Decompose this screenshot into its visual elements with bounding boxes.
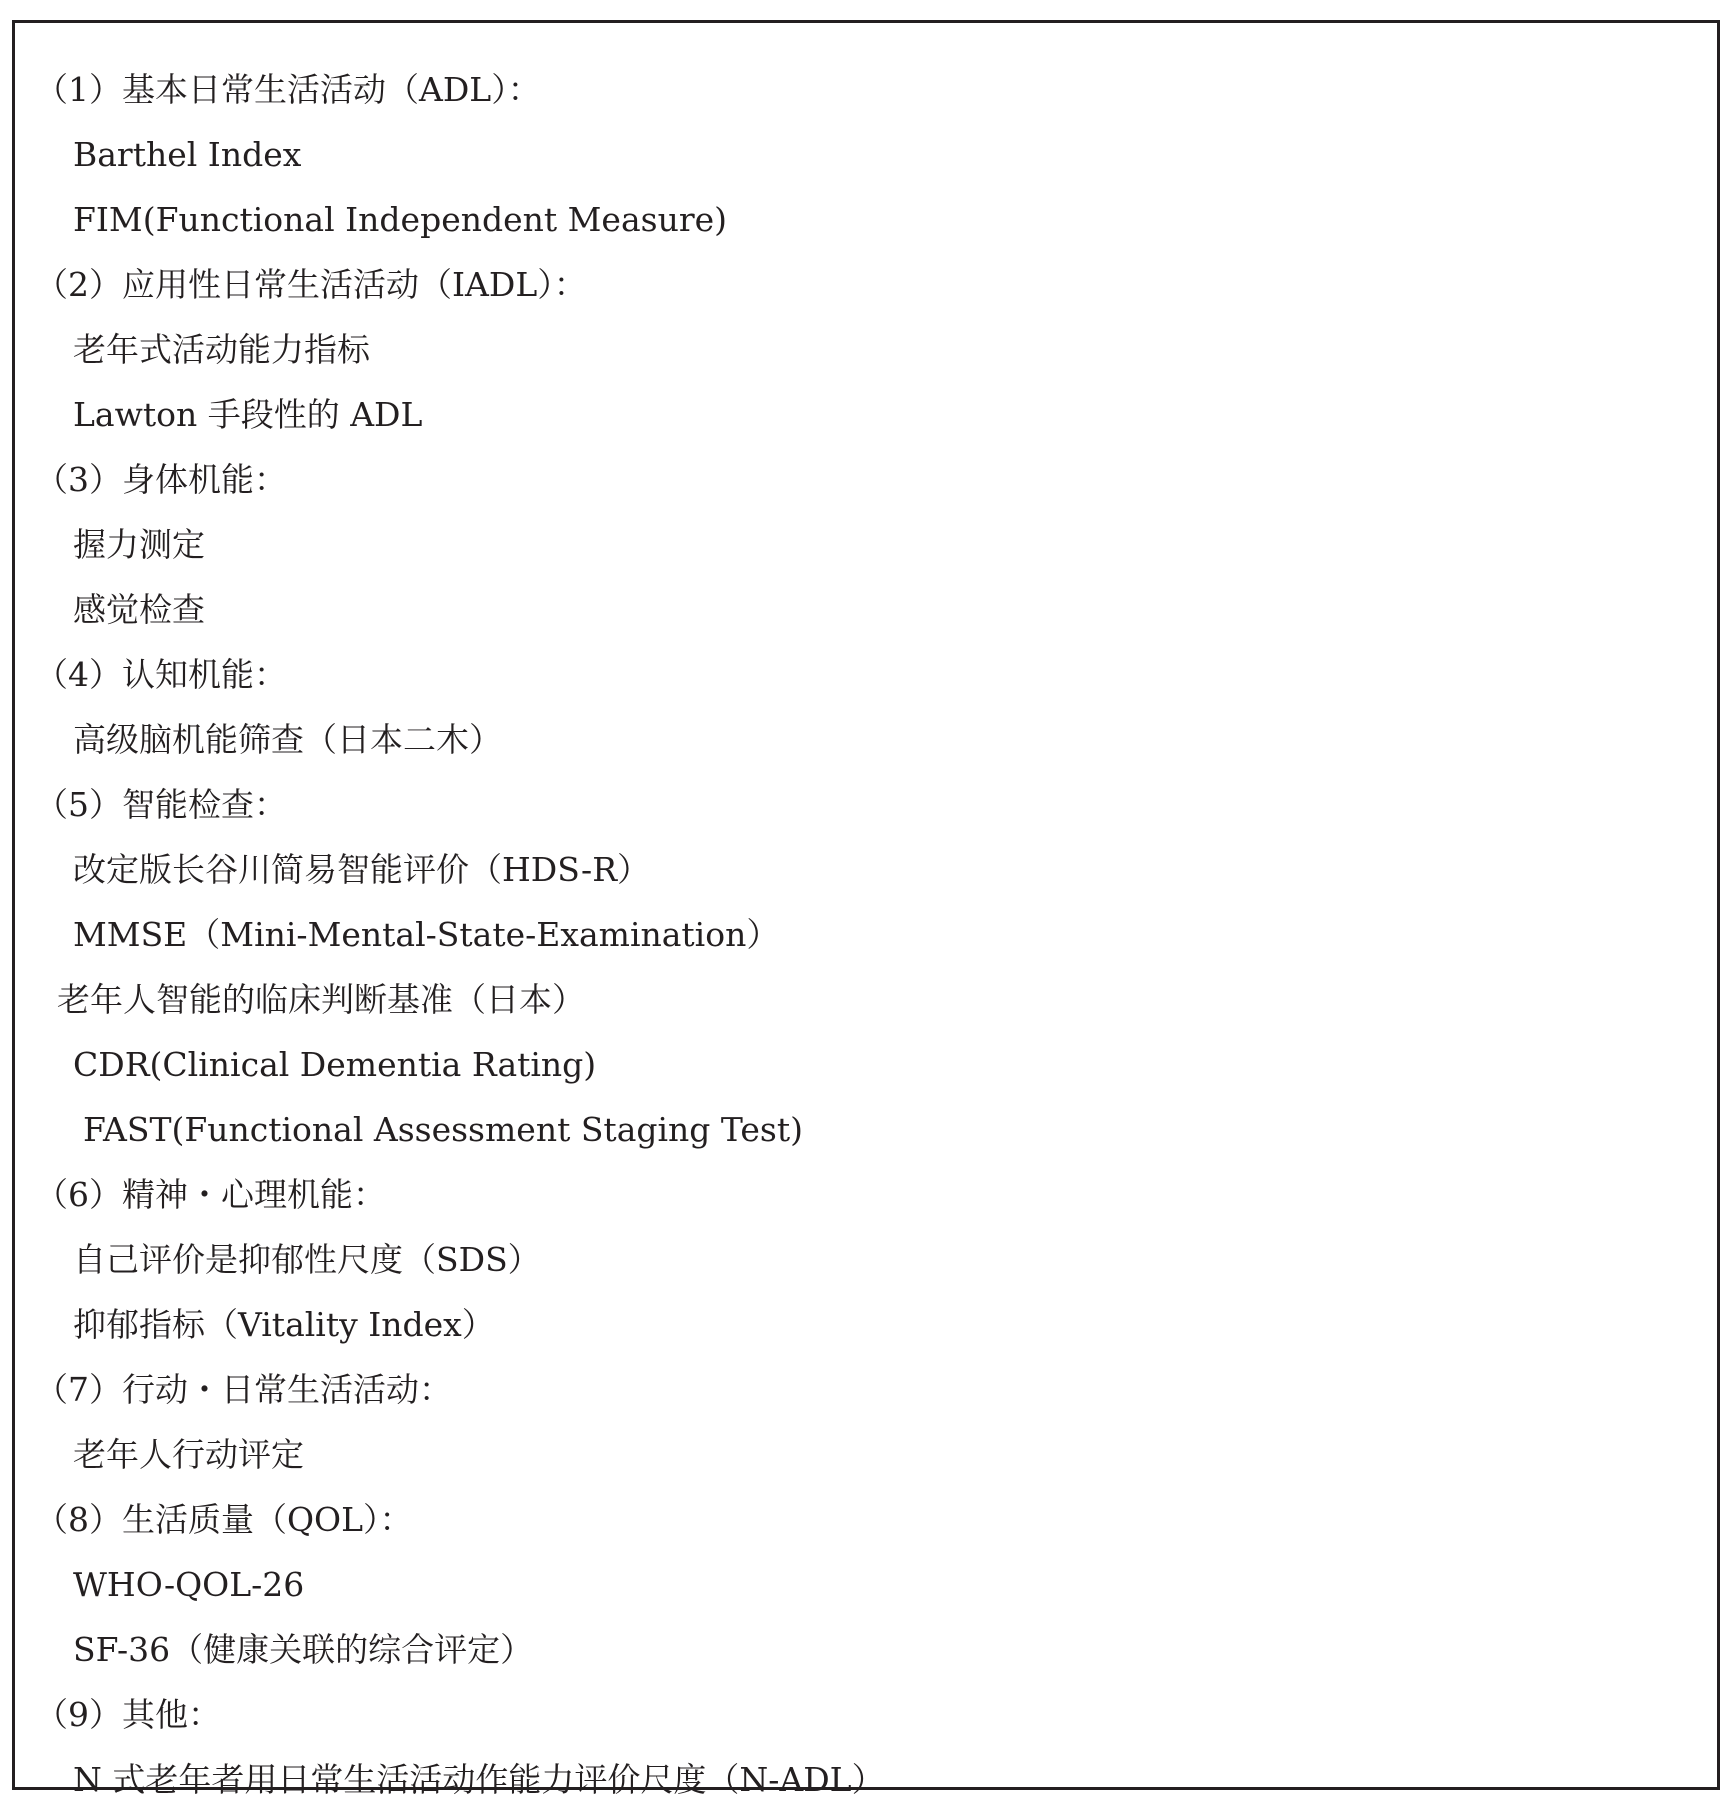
section-heading-iadl: （2）应用性日常生活活动（IADL）： [35,265,587,304]
list-item: FIM(Functional Independent Measure) [73,200,728,239]
list-item: WHO-QOL-26 [73,1565,305,1604]
section-heading-behavior: （7）行动・日常生活活动： [35,1370,452,1409]
list-item: 抑郁指标（Vitality Index） [73,1305,495,1344]
assessment-list [15,57,885,1812]
section-heading-adl: （1）基本日常生活活动（ADL）： [35,70,541,109]
section-heading-cognitive: （4）认知机能： [35,655,287,694]
section-heading-other: （9）其他： [35,1695,221,1734]
list-item: 感觉检查 [73,590,205,629]
list-item: 自己评价是抑郁性尺度（SDS） [73,1240,541,1279]
list-item: 老年人行动评定 [73,1435,304,1474]
list-item: SF-36（健康关联的综合评定） [73,1630,534,1669]
list-item: 握力测定 [73,525,205,564]
list-item: FAST(Functional Assessment Staging Test) [83,1110,803,1149]
section-heading-mental: （6）精神・心理机能： [35,1175,386,1214]
list-item: Barthel Index [73,135,302,174]
list-item: MMSE（Mini-Mental-State-Examination） [73,915,780,954]
list-item: Lawton 手段性的 ADL [73,395,423,434]
section-heading-physical: （3）身体机能： [35,460,287,499]
list-item: 老年人智能的临床判断基准（日本） [57,980,585,1019]
list-item: N 式老年者用日常生活活动作能力评价尺度（N-ADL） [73,1760,885,1799]
section-heading-intelligence: （5）智能检查： [35,785,287,824]
list-item: CDR(Clinical Dementia Rating) [73,1045,597,1084]
list-item: 改定版长谷川简易智能评价（HDS-R） [73,850,651,889]
list-item: 老年式活动能力指标 [73,330,370,369]
list-item: 高级脑机能筛查（日本二木） [73,720,502,759]
section-heading-qol: （8）生活质量（QOL）： [35,1500,413,1539]
content-frame [12,20,1720,1799]
